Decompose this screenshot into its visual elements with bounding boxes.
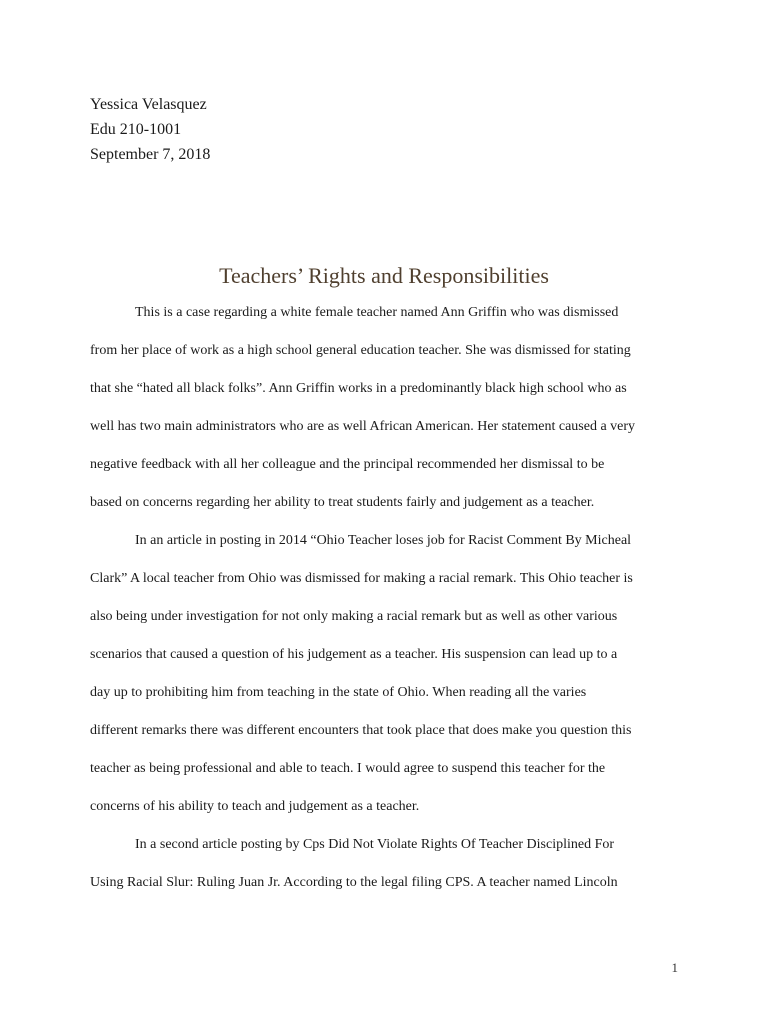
paragraph-line: different remarks there was different encounters that took place that does make you question this	[90, 723, 632, 738]
document-date: September 7, 2018	[90, 146, 211, 163]
paragraph-line: well has two main administrators who are as well African American. Her statement caused a very	[90, 419, 636, 434]
page-number: 1	[671, 960, 678, 975]
paragraph-line: scenarios that caused a question of his judgement as a teacher. His suspension can lead up to a	[90, 647, 618, 662]
author-name: Yessica Velasquez	[90, 96, 207, 113]
paragraph-line: from her place of work as a high school general education teacher. She was dismissed for stating	[90, 343, 631, 358]
course-code: Edu 210-1001	[90, 121, 182, 138]
paragraph-line: day up to prohibiting him from teaching in the state of Ohio. When reading all the varies	[90, 685, 587, 700]
paragraph-line: This is a case regarding a white female teacher named Ann Griffin who was dismissed	[135, 305, 619, 320]
author-header	[90, 92, 210, 167]
document-title: Teachers’ Rights and Responsibilities	[219, 263, 549, 288]
paragraph-line: concerns of his ability to teach and judgement as a teacher.	[90, 799, 420, 814]
paragraph-line: Clark” A local teacher from Ohio was dismissed for making a racial remark. This Ohio teacher is	[90, 571, 633, 586]
body-text	[90, 301, 680, 909]
paragraph-line: In an article in posting in 2014 “Ohio Teacher loses job for Racist Comment By Micheal	[135, 533, 632, 548]
paragraph-line: that she “hated all black folks”. Ann Griffin works in a predominantly black high school who as	[90, 381, 627, 396]
paragraph-line: negative feedback with all her colleague and the principal recommended her dismissal to be	[90, 457, 605, 472]
paragraph-line: teacher as being professional and able to teach. I would agree to suspend this teacher for the	[90, 761, 606, 776]
paragraph-line: based on concerns regarding her ability to treat students fairly and judgement as a teacher.	[90, 495, 595, 510]
paragraph-line: Using Racial Slur: Ruling Juan Jr. According to the legal filing CPS. A teacher named Lincoln	[90, 875, 618, 890]
paragraph-line: also being under investigation for not only making a racial remark but as well as other various	[90, 609, 618, 624]
paragraph-line: In a second article posting by Cps Did Not Violate Rights Of Teacher Disciplined For	[135, 837, 615, 852]
